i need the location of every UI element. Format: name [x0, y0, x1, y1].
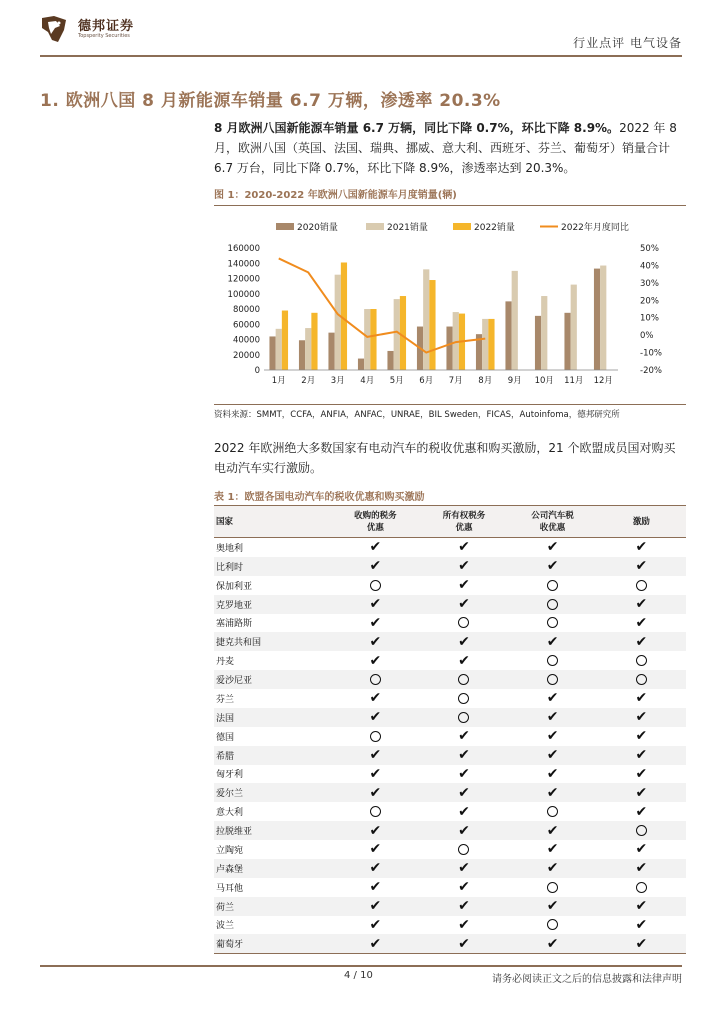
circle-icon: [420, 670, 509, 689]
empty-circle-icon: [547, 919, 558, 930]
bar: [429, 280, 435, 370]
table-row: [214, 538, 686, 557]
country-cell: 波兰: [216, 921, 235, 932]
country-cell: 意大利: [216, 808, 244, 819]
footer-divider: [40, 965, 682, 967]
country-cell: 捷克共和国: [214, 632, 331, 651]
company-name: 德邦证券: [78, 19, 135, 34]
legend-swatch: [453, 223, 471, 230]
bar: [571, 285, 577, 370]
y-tick-label: 80000: [232, 305, 260, 315]
empty-circle-icon: [547, 599, 558, 610]
table-row: [214, 670, 686, 689]
check-icon: ✔: [635, 765, 648, 782]
table-row: [214, 821, 686, 840]
empty-circle-icon: [458, 693, 469, 704]
check-icon: ✔: [331, 632, 420, 651]
incentive-table: [214, 505, 686, 954]
check-icon: ✔: [331, 708, 420, 727]
table-row: [214, 859, 686, 878]
check-icon: ✔: [508, 897, 597, 916]
header-country: 国家: [214, 506, 331, 538]
check-icon: ✔: [508, 746, 597, 765]
source-divider: [214, 404, 686, 405]
check-icon: ✔: [420, 897, 509, 916]
check-icon: ✔: [331, 746, 420, 765]
header-incentive: 激励: [597, 506, 686, 538]
check-icon: ✔: [369, 652, 382, 669]
header-company-car-tax-label: 公司汽车税收优惠: [531, 510, 574, 533]
circle-icon: [331, 727, 420, 746]
bar: [305, 328, 311, 370]
table-header-row: [214, 506, 686, 538]
x-tick-label: 10月: [534, 376, 554, 386]
circle-icon: [508, 576, 597, 595]
table-row: [214, 840, 686, 859]
bar: [394, 299, 400, 370]
check-icon: ✔: [458, 765, 470, 782]
bar: [505, 301, 511, 370]
y2-tick-label: 0%: [640, 331, 654, 342]
table-row: [214, 897, 686, 916]
check-icon: ✔: [546, 539, 559, 556]
circle-icon: [420, 614, 509, 633]
table-row: [214, 632, 686, 651]
empty-circle-icon: [370, 806, 381, 817]
bar: [370, 309, 376, 370]
summary-bold: 8 月欧洲八国新能源车销量 6.7 万辆，同比下降 0.7%，环比下降 8.9%。: [214, 121, 620, 135]
x-tick-label: 7月: [448, 376, 463, 386]
header-company-car-tax: [508, 506, 597, 538]
check-icon: ✔: [331, 859, 420, 878]
y-tick-label: 40000: [232, 335, 260, 346]
bar: [311, 313, 317, 370]
country-cell: 马耳他: [216, 883, 244, 894]
check-icon: ✔: [635, 916, 648, 933]
check-icon: ✔: [369, 916, 382, 933]
check-icon: ✔: [420, 746, 509, 765]
table-row: [214, 746, 686, 765]
check-icon: ✔: [635, 690, 648, 707]
check-icon: ✔: [546, 728, 559, 745]
check-icon: ✔: [597, 595, 686, 614]
check-icon: ✔: [420, 783, 509, 802]
empty-circle-icon: [547, 580, 558, 591]
check-icon: ✔: [369, 879, 382, 896]
circle-icon: [331, 576, 420, 595]
circle-icon: [597, 878, 686, 897]
figure-caption: 图 1：2020-2022 年欧洲八国新能源车月度销量(辆): [214, 190, 457, 201]
check-icon: ✔: [597, 632, 686, 651]
circle-icon: [420, 689, 509, 708]
country-cell: 保加利亚: [216, 581, 253, 592]
bar: [541, 296, 547, 370]
empty-circle-icon: [547, 882, 558, 893]
table-row: [214, 727, 686, 746]
check-icon: ✔: [508, 859, 597, 878]
table-row: [214, 802, 686, 821]
empty-circle-icon: [458, 617, 469, 628]
check-icon: ✔: [597, 708, 686, 727]
legend-swatch: [276, 223, 294, 230]
circle-icon: [508, 651, 597, 670]
table-row: [214, 557, 686, 576]
table-row: [214, 878, 686, 897]
check-icon: ✔: [597, 934, 686, 953]
check-icon: ✔: [508, 632, 597, 651]
x-tick-label: 6月: [419, 376, 434, 386]
circle-icon: [508, 916, 597, 935]
x-tick-label: 3月: [330, 376, 345, 386]
bar: [299, 340, 305, 370]
check-icon: ✔: [508, 783, 597, 802]
y-tick-label: 60000: [232, 320, 260, 331]
empty-circle-icon: [547, 674, 558, 685]
country-cell: 爱沙尼亚: [214, 670, 331, 689]
circle-icon: [597, 651, 686, 670]
check-icon: ✔: [508, 557, 597, 576]
circle-icon: [420, 708, 509, 727]
check-icon: ✔: [635, 539, 648, 556]
empty-circle-icon: [370, 580, 381, 591]
bar: [358, 359, 364, 370]
check-icon: ✔: [508, 821, 597, 840]
circle-icon: [331, 670, 420, 689]
check-icon: ✔: [331, 557, 420, 576]
check-icon: ✔: [635, 803, 648, 820]
table-row: [214, 614, 686, 633]
figure-divider: [214, 205, 686, 206]
x-tick-label: 1月: [271, 376, 286, 386]
header-acquisition-tax-label: 收购的税务优惠: [354, 510, 397, 533]
bar: [423, 269, 429, 370]
x-tick-label: 9月: [507, 376, 522, 386]
table-row: [214, 595, 686, 614]
country-cell: 爱尔兰: [214, 783, 331, 802]
header-ownership-tax: [420, 506, 509, 538]
circle-icon: [331, 802, 420, 821]
bar: [269, 336, 275, 370]
section-title: 1. 欧洲八国 8 月新能源车销量 6.7 万辆，渗透率 20.3%: [40, 91, 501, 111]
check-icon: ✔: [635, 614, 648, 631]
check-icon: ✔: [331, 595, 420, 614]
y2-tick-label: 50%: [640, 244, 659, 254]
company-logo-icon: [40, 14, 68, 44]
bar: [594, 269, 600, 370]
header-divider: [40, 55, 682, 57]
incentive-paragraph: 2022 年欧洲绝大多数国家有电动汽车的税收优惠和购买激励，21 个欧盟成员国对购买电动汽车实行激励。: [214, 441, 676, 475]
bar: [600, 266, 606, 370]
check-icon: ✔: [546, 765, 559, 782]
y2-tick-label: 40%: [640, 261, 659, 272]
country-cell: 克罗地亚: [214, 595, 331, 614]
empty-circle-icon: [547, 655, 558, 666]
y-tick-label: 20000: [232, 350, 260, 361]
page-number: 4 / 10: [344, 970, 373, 981]
check-icon: ✔: [597, 897, 686, 916]
check-icon: ✔: [369, 841, 382, 858]
y2-tick-label: 20%: [640, 296, 659, 307]
check-icon: ✔: [369, 765, 382, 782]
check-icon: ✔: [420, 934, 509, 953]
country-cell: 芬兰: [216, 694, 235, 705]
bar: [400, 296, 406, 370]
check-icon: ✔: [420, 595, 509, 614]
sales-chart: [214, 208, 686, 400]
y-tick-label: 120000: [227, 274, 260, 285]
bar: [482, 319, 488, 370]
country-cell: 比利时: [214, 557, 331, 576]
bar: [282, 311, 288, 370]
bar: [364, 309, 370, 370]
x-tick-label: 12月: [593, 376, 613, 386]
table-row: [214, 765, 686, 784]
circle-icon: [597, 670, 686, 689]
check-icon: ✔: [369, 690, 382, 707]
x-tick-label: 2月: [301, 376, 316, 386]
empty-circle-icon: [636, 825, 647, 836]
check-icon: ✔: [369, 614, 382, 631]
circle-icon: [508, 878, 597, 897]
check-icon: ✔: [597, 746, 686, 765]
check-icon: ✔: [331, 897, 420, 916]
y-tick-label: 0: [254, 366, 260, 376]
header-ownership-tax-label: 所有权税务优惠: [442, 510, 486, 533]
table-row: [214, 783, 686, 802]
x-tick-label: 5月: [389, 376, 404, 386]
table-row: [214, 934, 686, 953]
check-icon: ✔: [331, 783, 420, 802]
bar: [535, 316, 541, 370]
empty-circle-icon: [458, 712, 469, 723]
check-icon: ✔: [458, 577, 470, 594]
country-cell: 葡萄牙: [214, 934, 331, 953]
check-icon: ✔: [331, 934, 420, 953]
y-tick-label: 160000: [227, 244, 260, 254]
table-row: [214, 651, 686, 670]
y2-tick-label: -20%: [640, 366, 662, 376]
circle-icon: [597, 576, 686, 595]
legend-label: 2022年月度同比: [561, 223, 629, 233]
empty-circle-icon: [370, 731, 381, 742]
figure-source: 资料来源：SMMT，CCFA，ANFIA，ANFAC，UNRAE，BIL Sweden，FICAS，Autoinfoma，德邦研究所: [214, 410, 620, 420]
check-icon: ✔: [369, 539, 382, 556]
country-cell: 希腊: [214, 746, 331, 765]
table-row: [214, 708, 686, 727]
country-cell: 奥地利: [216, 543, 244, 554]
country-cell: 荷兰: [214, 897, 331, 916]
check-icon: ✔: [420, 557, 509, 576]
check-icon: ✔: [458, 879, 470, 896]
check-icon: ✔: [331, 821, 420, 840]
bar: [564, 313, 570, 370]
check-icon: ✔: [508, 934, 597, 953]
summary-paragraph: [214, 118, 686, 178]
bar: [276, 329, 282, 370]
x-tick-label: 4月: [360, 376, 375, 386]
bar: [387, 351, 393, 370]
table-row: [214, 576, 686, 595]
empty-circle-icon: [636, 580, 647, 591]
circle-icon: [508, 614, 597, 633]
y2-tick-label: 10%: [640, 313, 659, 324]
check-icon: ✔: [420, 859, 509, 878]
empty-circle-icon: [458, 844, 469, 855]
check-icon: ✔: [635, 841, 648, 858]
country-cell: 卢森堡: [214, 859, 331, 878]
country-cell: 匈牙利: [216, 770, 244, 781]
bar: [335, 275, 341, 370]
check-icon: ✔: [597, 557, 686, 576]
country-cell: 塞浦路斯: [216, 619, 253, 630]
disclaimer: 请务必阅读正文之后的信息披露和法律声明: [492, 974, 682, 985]
check-icon: ✔: [546, 841, 559, 858]
country-cell: 丹麦: [216, 657, 235, 668]
empty-circle-icon: [547, 806, 558, 817]
legend-label: 2021销量: [387, 223, 428, 233]
empty-circle-icon: [636, 655, 647, 666]
table-row: [214, 689, 686, 708]
x-tick-label: 11月: [564, 376, 584, 386]
check-icon: ✔: [458, 652, 470, 669]
table-caption: 表 1：欧盟各国电动汽车的税收优惠和购买激励: [214, 492, 425, 503]
empty-circle-icon: [458, 674, 469, 685]
circle-icon: [597, 821, 686, 840]
country-cell: 德国: [216, 732, 235, 743]
check-icon: ✔: [635, 728, 648, 745]
country-cell: 拉脱维亚: [214, 821, 331, 840]
table-row: [214, 916, 686, 935]
circle-icon: [508, 670, 597, 689]
y-tick-label: 100000: [227, 289, 260, 300]
y2-tick-label: -10%: [640, 348, 662, 359]
check-icon: ✔: [508, 708, 597, 727]
legend-swatch: [366, 223, 384, 230]
header-acquisition-tax: [331, 506, 420, 538]
check-icon: ✔: [597, 783, 686, 802]
summary-text: 2022 年 8 月，欧洲八国（英国、法国、瑞典、挪威、意大利、西班牙、芬兰、葡萄牙）销量合计 6.7 万台，同比下降 0.7%，环比下降 8.9%，渗透率达到 20.3%。: [214, 121, 677, 175]
empty-circle-icon: [636, 882, 647, 893]
empty-circle-icon: [636, 674, 647, 685]
legend-label: 2020销量: [297, 223, 338, 233]
check-icon: ✔: [458, 539, 470, 556]
country-cell: 立陶宛: [216, 845, 244, 856]
empty-circle-icon: [547, 617, 558, 628]
circle-icon: [508, 595, 597, 614]
x-tick-label: 8月: [478, 376, 493, 386]
empty-circle-icon: [370, 674, 381, 685]
circle-icon: [508, 802, 597, 821]
bar: [328, 333, 334, 370]
y2-tick-label: 30%: [640, 278, 659, 289]
check-icon: ✔: [458, 803, 470, 820]
check-icon: ✔: [597, 859, 686, 878]
y-tick-label: 140000: [227, 259, 260, 270]
company-name-en: Topsperity Securities: [78, 33, 130, 39]
check-icon: ✔: [458, 728, 470, 745]
report-category: 行业点评 电气设备: [573, 36, 682, 50]
bar: [512, 271, 518, 370]
bar: [446, 327, 452, 370]
legend-label: 2022销量: [474, 223, 515, 233]
check-icon: ✔: [546, 690, 559, 707]
bar: [488, 319, 494, 370]
circle-icon: [420, 840, 509, 859]
country-cell: 法国: [214, 708, 331, 727]
check-icon: ✔: [420, 632, 509, 651]
check-icon: ✔: [458, 916, 470, 933]
check-icon: ✔: [420, 821, 509, 840]
